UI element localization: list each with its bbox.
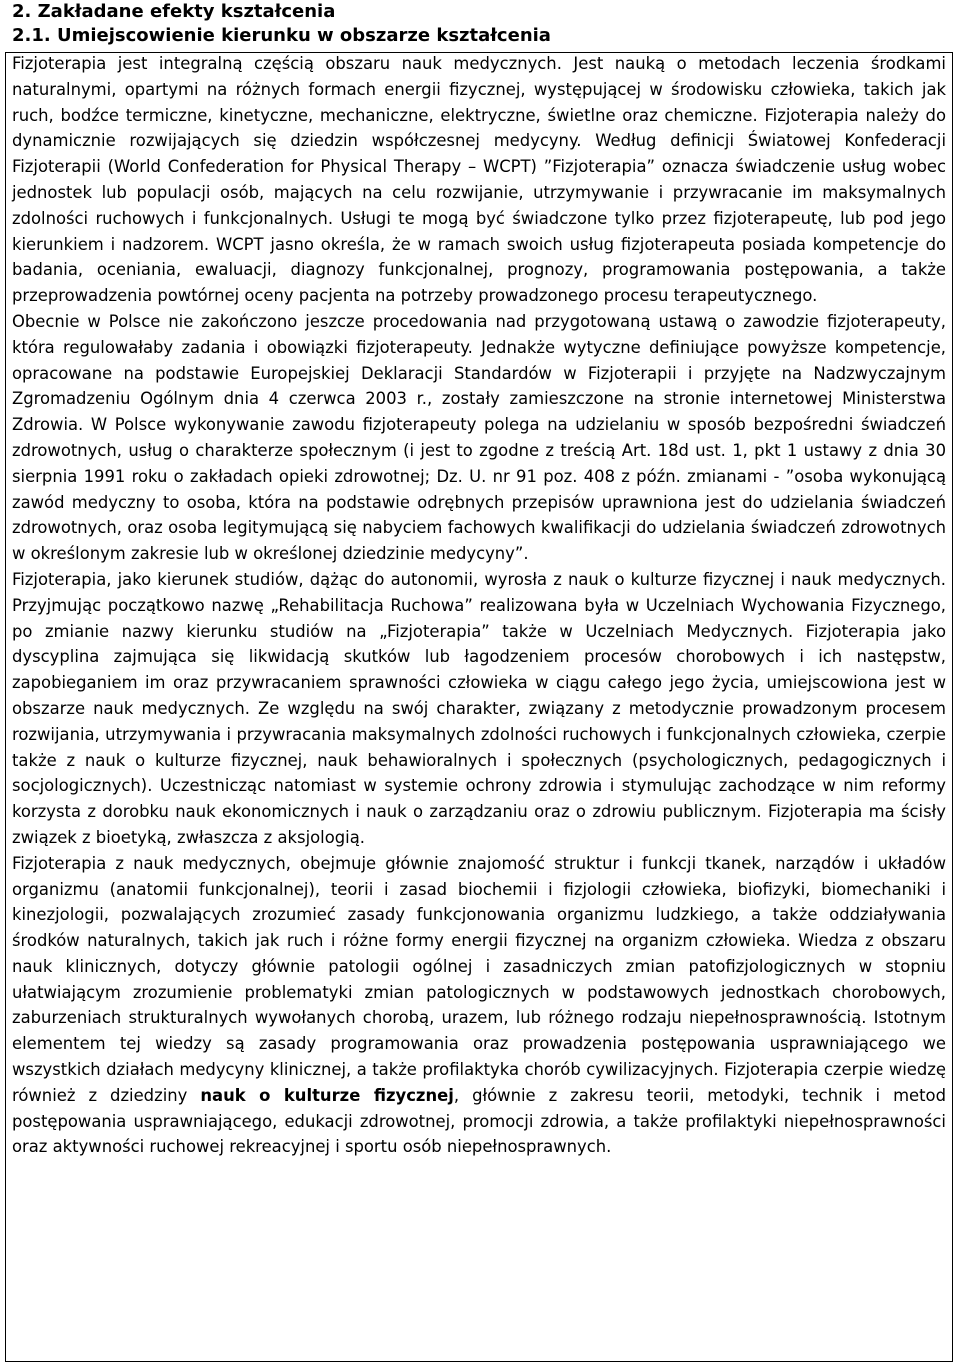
paragraph-text: Fizjoterapia jest integralną częścią obszaru nauk medycznych. Jest nauką o metodach leczenia środkami naturalnymi, opartymi na różnych formach energii fizycznej, występującej w środowisku człowieka, takich jak ruch, bodźce termiczne, kinetyczne, mechaniczne, elektryczne, świetlne oraz chemiczne. Fizjoterapia należy do dynamicznie rozwijających się dziedzin współczesnej medycyny. Według definicji Światowej Konfederacji Fizjoterapii (World Confederation for Physical Therapy – WCPT) ”Fizjoterapia” oznacza świadczenie usług wobec jednostek lub populacji osób, mających na celu rozwijanie, utrzymywanie i przywracanie im maksymalnych zdolności ruchowych i funkcjonalnych. Usługi te mogą być świadczone tylko przez fizjoterapeutę, lub pod jego kierunkiem i nadzorem. WCPT jasno określa, że w ramach swoich usług fizjoterapeuta posiada kompetencje do badania, oceniania, ewaluacji, diagnozy funkcjonalnej, prognozy, programowania postępowania, a także przeprowadzenia powtórnej oceny pacjenta na potrzeby prowadzonego procesu terapeutycznego.	[12, 54, 946, 306]
subsection-heading: 2.1. Umiejscowienie kierunku w obszarze kształcenia	[12, 25, 551, 46]
paragraph-text: , głównie z zakresu teorii, metodyki, technik i metod postępowania usprawniającego, edukacji zdrowotnej, promocji zdrowia, a także profilaktyki niepełnosprawności oraz aktywności ruchowej rekreacyjnej i sportu osób niepełnosprawnych.	[12, 1085, 946, 1157]
paragraph-text: Fizjoterapia z nauk medycznych, obejmuje głównie znajomość struktur i funkcji tkanek, narządów i układów organizmu (anatomii funkcjonalnej), teorii i zasad biochemii i fizjologii człowieka, biofizyki, biomechaniki i kinezjologii, pozwalających zrozumieć zasady funkcjonowania organizmu ludzkiego, a także oddziaływania środków naturalnych, takich jak ruch i różne formy energii fizycznej na organizm człowieka. Wiedza z obszaru nauk klinicznych, dotyczy głównie patologii ogólnej i zasadniczych zmian patofizjologicznych w stopniu ułatwiającym zrozumienie problematyki zmian patologicznych w podstawowych jednostkach chorobowych, zaburzeniach strukturalnych wywołanych chorobą, urazem, lub różnego rodzaju niepełnosprawnością. Istotnym elementem tej wiedzy są zasady programowania oraz prowadzenia postępowania usprawniającego we wszystkich działach medycyny klinicznej, a także profilaktyka chorób cywilizacyjnych. Fizjoterapia czerpie wiedzę również z dziedziny	[12, 853, 946, 1105]
paragraph	[12, 851, 946, 1161]
paragraph	[12, 567, 946, 851]
section-heading: 2. Zakładane efekty kształcenia	[12, 1, 336, 22]
paragraph	[12, 309, 946, 567]
paragraph-text: Obecnie w Polsce nie zakończono jeszcze procedowania nad przygotowaną ustawą o zawodzie fizjoterapeuty, która regulowałaby zadania i obowiązki fizjoterapeuty. Jednakże wytyczne definiujące powyższe kompetencje, opracowane na podstawie Europejskiej Deklaracji Standardów w Fizjoterapii i przyjęte na Nadzwyczajnym Zgromadzeniu Ogólnym dnia 4 czerwca 2003 r., zostały zamieszczone na stronie internetowej Ministerstwa Zdrowia. W Polsce wykonywanie zawodu fizjoterapeuty polega na udzielaniu w sposób bezpośredni świadczeń zdrowotnych, usług o charakterze społecznym (i jest to zgodne z treścią Art. 18d ust. 1, pkt 1 ustawy z dnia 30 sierpnia 1991 roku o zakładach opieki zdrowotnej; Dz. U. nr 91 poz. 408 z późn. zmianami - ”osoba wykonującą zawód medyczny to osoba, która na podstawie odrębnych przepisów uprawniona jest do udzielania świadczeń zdrowotnych, oraz osoba legitymującą się nabyciem fachowych kwalifikacji do udzielania świadczeń zdrowotnych w określonym zakresie lub w określonej dziedzinie medycyny”.	[12, 311, 946, 564]
paragraph	[12, 51, 946, 309]
paragraph-emphasis: nauk o kulturze fizycznej	[200, 1085, 454, 1105]
paragraph-text: Fizjoterapia, jako kierunek studiów, dążąc do autonomii, wyrosła z nauk o kulturze fizycznej i nauk medycznych. Przyjmując początkowo nazwę „Rehabilitacja Ruchowa” realizowana była w Uczelniach Wychowania Fizycznego, po zmianie nazwy kierunku studiów na „Fizjoterapia” także w Uczelniach Medycznych. Fizjoterapia jako dyscyplina zajmująca się likwidacją skutków lub łagodzeniem procesów chorobowych i ich następstw, zapobieganiem im oraz przywracaniem sprawności człowieka w ciągu całego jego życia, umiejscowiona jest w obszarze nauk medycznych. Ze względu na swój charakter, związany z metodycznie prowadzonym procesem rozwijania, utrzymywania i przywracania maksymalnych zdolności ruchowych i funkcjonalnych człowieka, czerpie także z nauk o kulturze fizycznej, nauk behawioralnych i społecznych (psychologicznych, pedagogicznych i socjologicznych). Uczestnicząc natomiast w systemie ochrony zdrowia i stymulując zachodzące w nim reformy korzysta z dorobku nauk ekonomicznych i nauk o zarządzaniu oraz o zdrowiu publicznym. Fizjoterapia ma ścisły związek z bioetyką, zwłaszcza z aksjologią.	[12, 569, 946, 847]
body-text	[12, 51, 946, 1160]
